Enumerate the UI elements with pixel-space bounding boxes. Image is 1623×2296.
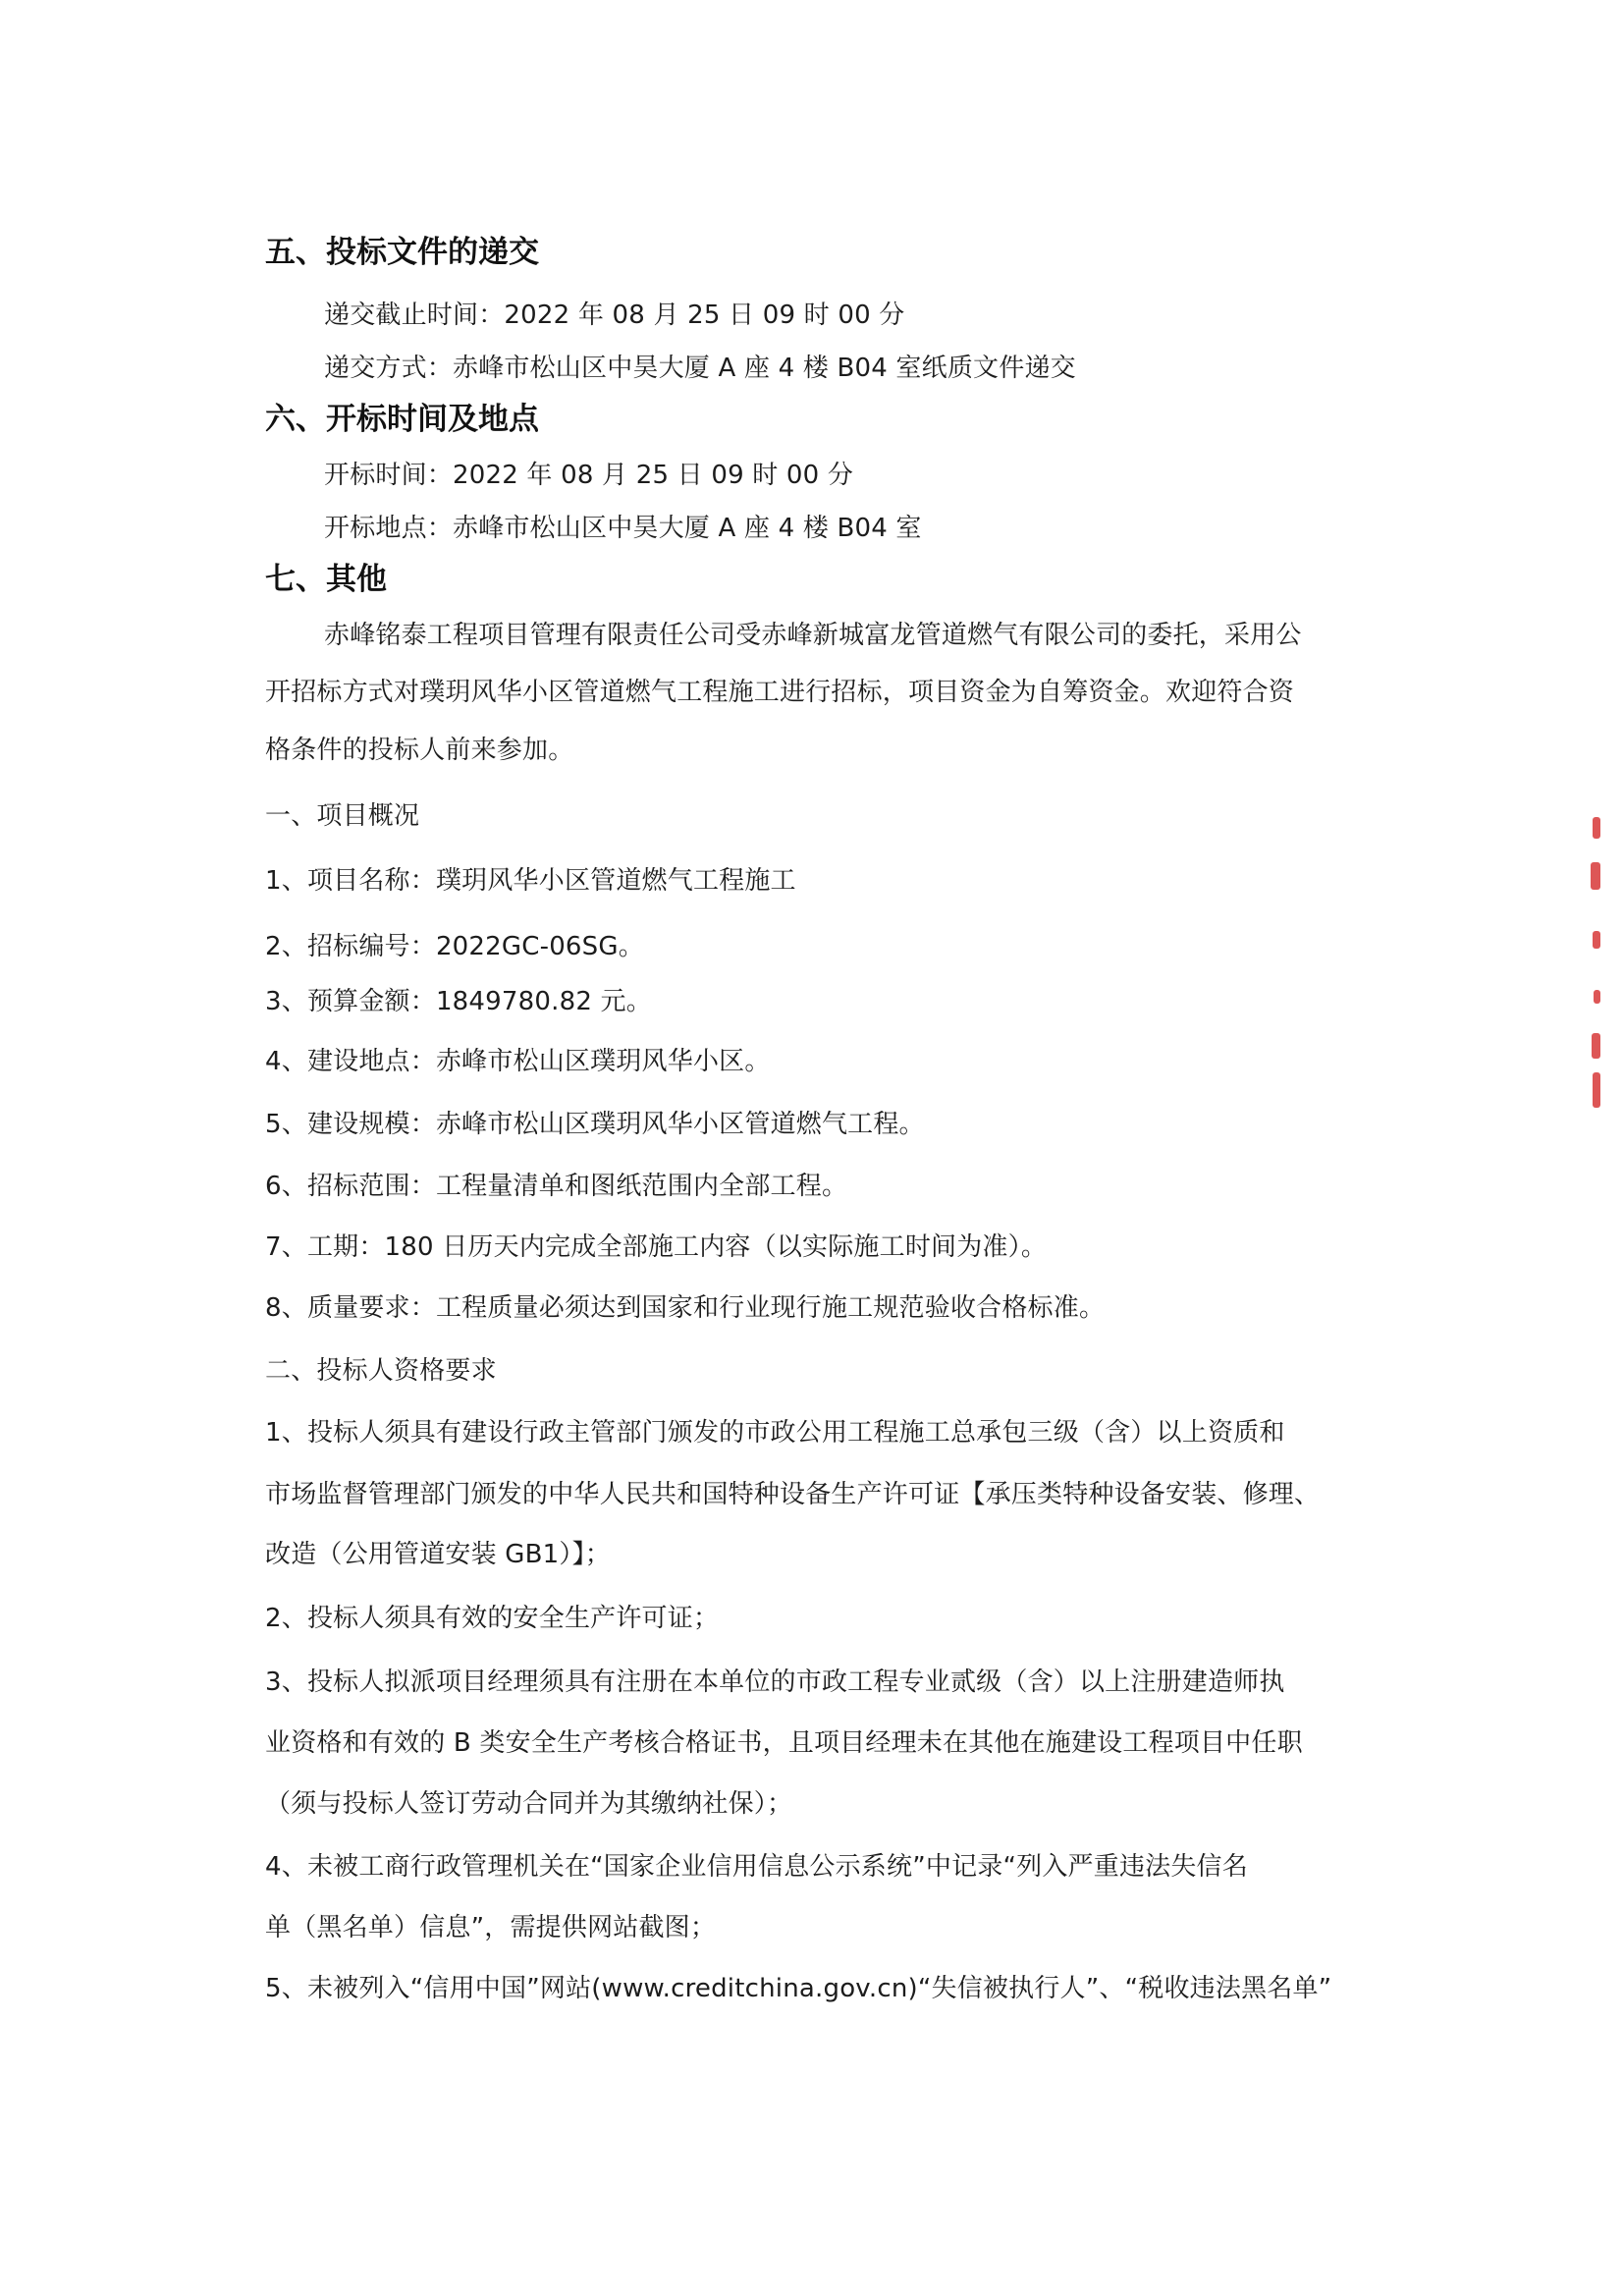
seal-mark [1591,862,1600,890]
opening-time: 开标时间：2022 年 08 月 25 日 09 时 00 分 [324,461,854,490]
opening-place: 开标地点：赤峰市松山区中昊大厦 A 座 4 楼 B04 室 [324,514,922,543]
overview-item: 2、招标编号：2022GC-06SG。 [265,932,644,961]
qualification-line: 1、投标人须具有建设行政主管部门颁发的市政公用工程施工总承包三级（含）以上资质和 [265,1418,1285,1448]
qualification-line: 单（黑名单）信息”，需提供网站截图； [265,1913,717,1942]
overview-item: 5、建设规模：赤峰市松山区璞玥风华小区管道燃气工程。 [265,1110,925,1139]
overview-item: 1、项目名称：璞玥风华小区管道燃气工程施工 [265,866,796,896]
qualification-line: 3、投标人拟派项目经理须具有注册在本单位的市政工程专业贰级（含）以上注册建造师执 [265,1667,1285,1697]
overview-title: 一、项目概况 [265,801,420,831]
qualification-line: 5、未被列入“信用中国”网站(www.creditchina.gov.cn)“失信被执行人”、“税收违法黑名单” [265,1974,1332,2003]
qualification-line: 改造（公用管道安装 GB1）】； [265,1540,611,1569]
section-6-heading: 六、开标时间及地点 [265,402,539,437]
qualification-line: 市场监督管理部门颁发的中华人民共和国特种设备生产许可证【承压类特种设备安装、修理、 [265,1480,1321,1509]
intro-line: 赤峰铭泰工程项目管理有限责任公司受赤峰新城富龙管道燃气有限公司的委托，采用公 [324,621,1302,650]
seal-mark [1594,990,1600,1004]
qualification-line: 业资格和有效的 B 类安全生产考核合格证书，且项目经理未在其他在施建设工程项目中任职 [265,1728,1303,1758]
submission-method: 递交方式：赤峰市松山区中昊大厦 A 座 4 楼 B04 室纸质文件递交 [324,354,1076,383]
seal-mark [1593,931,1600,949]
seal-mark [1593,817,1600,839]
qualification-line: 4、未被工商行政管理机关在“国家企业信用信息公示系统”中记录“列入严重违法失信名 [265,1852,1248,1882]
overview-item: 3、预算金额：1849780.82 元。 [265,987,652,1016]
qualification-line: （须与投标人签订劳动合同并为其缴纳社保）； [265,1789,793,1819]
overview-item: 4、建设地点：赤峰市松山区璞玥风华小区。 [265,1047,771,1076]
intro-line: 开招标方式对璞玥风华小区管道燃气工程施工进行招标，项目资金为自筹资金。欢迎符合资 [265,678,1295,707]
overview-item: 8、质量要求：工程质量必须达到国家和行业现行施工规范验收合格标准。 [265,1293,1106,1323]
section-7-heading: 七、其他 [265,562,387,597]
submission-deadline: 递交截止时间：2022 年 08 月 25 日 09 时 00 分 [324,301,905,330]
seal-mark [1593,1072,1600,1108]
qualification-title: 二、投标人资格要求 [265,1356,497,1386]
overview-item: 7、工期：180 日历天内完成全部施工内容（以实际施工时间为准）。 [265,1232,1048,1262]
qualification-line: 2、投标人须具有效的安全生产许可证； [265,1604,720,1633]
section-5-heading: 五、投标文件的递交 [265,235,539,270]
seal-mark [1592,1033,1600,1059]
overview-item: 6、招标范围：工程量清单和图纸范围内全部工程。 [265,1172,848,1201]
intro-line: 格条件的投标人前来参加。 [265,736,574,765]
